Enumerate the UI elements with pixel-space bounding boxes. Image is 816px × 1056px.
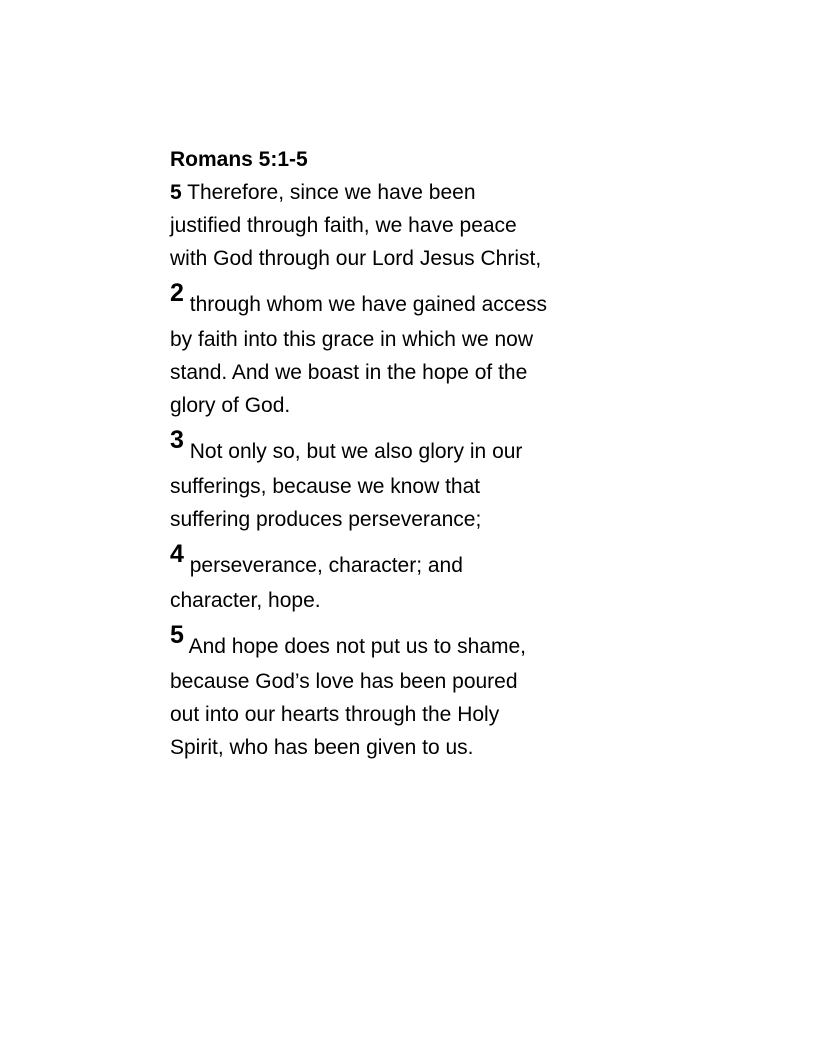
verse-line: character, hope. xyxy=(170,589,321,612)
verse-2 xyxy=(170,275,610,422)
verse-text: Therefore, since we have been xyxy=(187,181,476,204)
verse-number: 5 xyxy=(170,181,182,204)
verse-line: stand. And we boast in the hope of the xyxy=(170,361,528,384)
verse-number: 4 xyxy=(170,540,184,568)
verse-first-line xyxy=(170,422,610,470)
verse-5 xyxy=(170,617,610,764)
verse-text: perseverance, character; and xyxy=(189,554,463,577)
passage-title: Romans 5:1-5 xyxy=(170,148,308,171)
verse-3 xyxy=(170,422,610,536)
verse-line: glory of God. xyxy=(170,394,291,417)
verse-line: justified through faith, we have peace xyxy=(170,214,517,237)
verse-line: Spirit, who has been given to us. xyxy=(170,736,474,759)
verse-first-line xyxy=(170,536,610,584)
verse-line: with God through our Lord Jesus Christ, xyxy=(170,247,542,270)
verse-line: because God’s love has been poured xyxy=(170,670,518,693)
scripture-passage xyxy=(170,143,610,764)
verse-first-line xyxy=(170,275,610,323)
verse-number: 3 xyxy=(170,426,184,454)
verse-line: by faith into this grace in which we now xyxy=(170,328,534,351)
verse-number: 2 xyxy=(170,279,184,307)
verse-1 xyxy=(170,176,610,275)
verse-text: through whom we have gained access xyxy=(189,293,547,316)
verse-number: 5 xyxy=(170,621,184,649)
verse-text: And hope does not put us to shame, xyxy=(188,635,526,658)
verse-line: sufferings, because we know that xyxy=(170,475,481,498)
verse-line: out into our hearts through the Holy xyxy=(170,703,500,726)
verse-first-line xyxy=(170,617,610,665)
verse-line: suffering produces perseverance; xyxy=(170,508,482,531)
verse-text: Not only so, but we also glory in our xyxy=(189,440,523,463)
verse-4 xyxy=(170,536,610,617)
